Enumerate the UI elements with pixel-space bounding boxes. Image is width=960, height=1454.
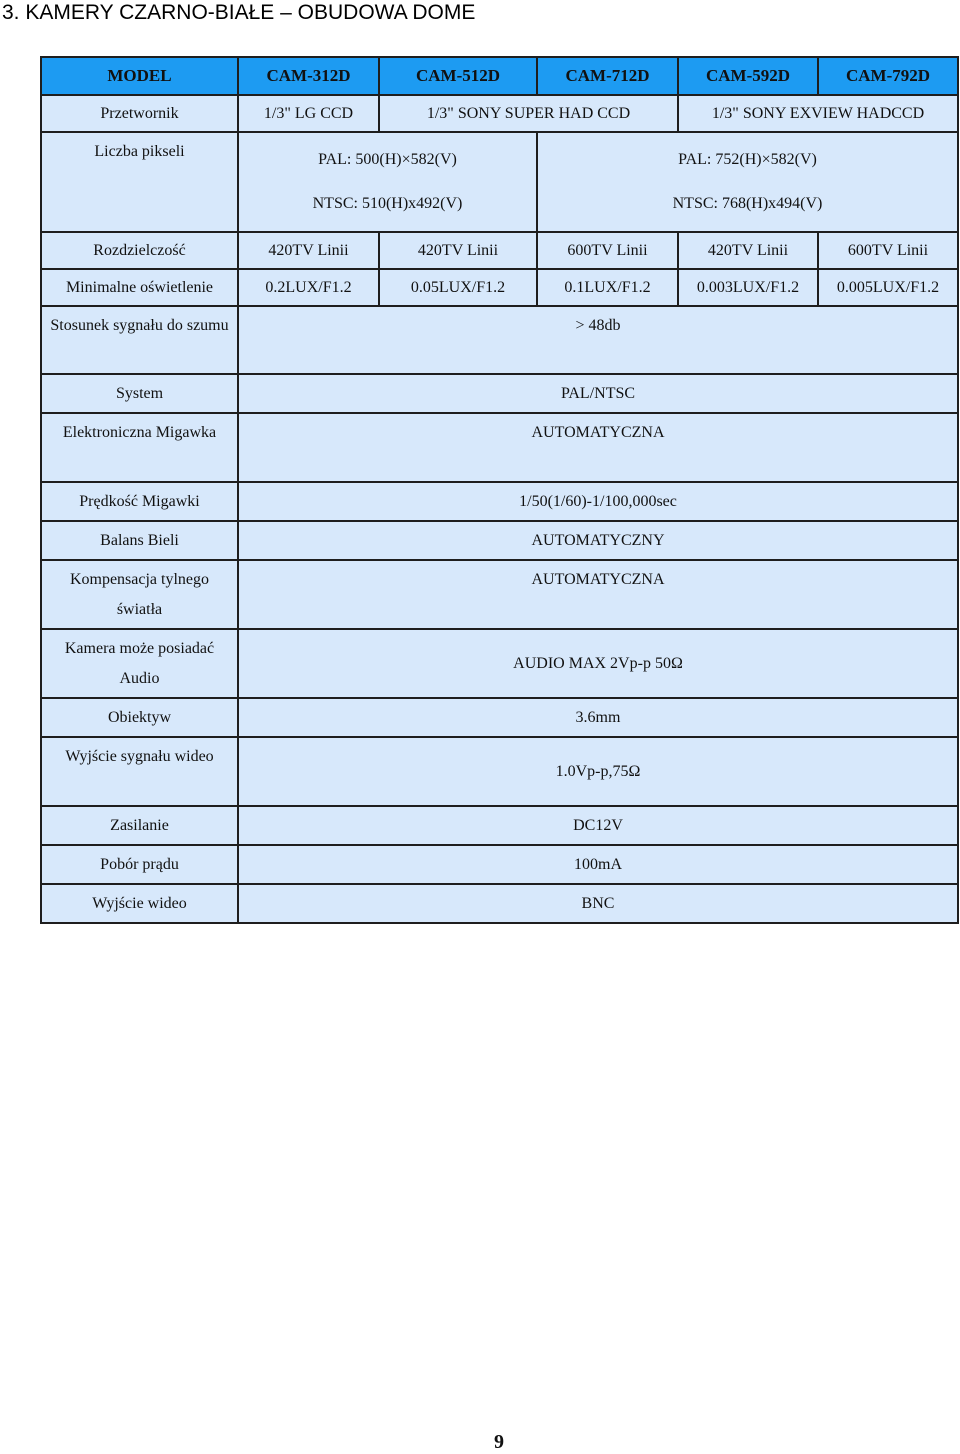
table-row [41, 737, 958, 806]
table-cell: 0.003LUX/F1.2 [678, 269, 818, 306]
table-cell: AUTOMATYCZNY [238, 521, 958, 560]
table-cell: BNC [238, 884, 958, 923]
row-label: Kamera może posiadać Audio [41, 629, 238, 698]
table-cell: 600TV Linii [537, 232, 678, 269]
camera-spec-table [40, 56, 959, 924]
table-cell: 100mA [238, 845, 958, 884]
table-cell: 0.05LUX/F1.2 [379, 269, 537, 306]
row-label: Przetwornik [41, 95, 238, 132]
table-row [41, 560, 958, 629]
table-cell: AUTOMATYCZNA [238, 413, 958, 482]
header-cam-592d: CAM-592D [678, 57, 818, 95]
table-cell [537, 132, 958, 232]
table-cell: 1/3" SONY EXVIEW HADCCD [678, 95, 958, 132]
row-label: Elektroniczna Migawka [41, 413, 238, 482]
table-row [41, 629, 958, 698]
pixel-pal-value: PAL: 752(H)×582(V) [678, 151, 817, 168]
table-header-row [41, 57, 958, 95]
row-label: Balans Bieli [41, 521, 238, 560]
table-row [41, 269, 958, 306]
table-cell: 0.1LUX/F1.2 [537, 269, 678, 306]
header-cam-792d: CAM-792D [818, 57, 958, 95]
table-row [41, 374, 958, 413]
row-label: System [41, 374, 238, 413]
table-cell: 600TV Linii [818, 232, 958, 269]
table-cell: 3.6mm [238, 698, 958, 737]
table-cell [238, 132, 537, 232]
table-cell: AUTOMATYCZNA [238, 560, 958, 629]
table-row [41, 482, 958, 521]
table-cell: > 48db [238, 306, 958, 374]
table-cell: DC12V [238, 806, 958, 845]
table-cell: 1/50(1/60)-1/100,000sec [238, 482, 958, 521]
table-row [41, 845, 958, 884]
pixel-ntsc-value: NTSC: 510(H)x492(V) [312, 195, 463, 212]
page-heading: 3. KAMERY CZARNO-BIAŁE – OBUDOWA DOME [2, 1, 476, 24]
table-cell: 1/3" SONY SUPER HAD CCD [379, 95, 678, 132]
table-cell: 420TV Linii [678, 232, 818, 269]
table-cell: 420TV Linii [379, 232, 537, 269]
pixel-ntsc-value: NTSC: 768(H)x494(V) [672, 195, 823, 212]
row-label: Rozdzielczość [41, 232, 238, 269]
table-row [41, 884, 958, 923]
table-row [41, 806, 958, 845]
row-label: Zasilanie [41, 806, 238, 845]
table-cell: 1/3" LG CCD [238, 95, 379, 132]
row-label: Wyjście wideo [41, 884, 238, 923]
row-label: Wyjście sygnału wideo [41, 737, 238, 806]
row-label: Liczba pikseli [41, 132, 238, 232]
page-number: 9 [494, 1431, 504, 1453]
table-cell: 0.2LUX/F1.2 [238, 269, 379, 306]
table-row [41, 413, 958, 482]
table-cell: PAL/NTSC [238, 374, 958, 413]
row-label: Prędkość Migawki [41, 482, 238, 521]
table-cell: 0.005LUX/F1.2 [818, 269, 958, 306]
table-row [41, 306, 958, 374]
row-label: Stosunek sygnału do szumu [41, 306, 238, 374]
table-row [41, 521, 958, 560]
header-cam-512d: CAM-512D [379, 57, 537, 95]
header-cam-312d: CAM-312D [238, 57, 379, 95]
pixel-pal-value: PAL: 500(H)×582(V) [318, 151, 457, 168]
header-cam-712d: CAM-712D [537, 57, 678, 95]
table-row [41, 232, 958, 269]
header-model: MODEL [41, 57, 238, 95]
row-label: Kompensacja tylnego światła [41, 560, 238, 629]
table-cell: 1.0Vp-p,75Ω [238, 737, 958, 806]
table-row [41, 698, 958, 737]
row-label: Pobór prądu [41, 845, 238, 884]
table-row [41, 132, 958, 232]
row-label: Minimalne oświetlenie [41, 269, 238, 306]
table-cell: AUDIO MAX 2Vp-p 50Ω [238, 629, 958, 698]
table-row [41, 95, 958, 132]
table-cell: 420TV Linii [238, 232, 379, 269]
row-label: Obiektyw [41, 698, 238, 737]
